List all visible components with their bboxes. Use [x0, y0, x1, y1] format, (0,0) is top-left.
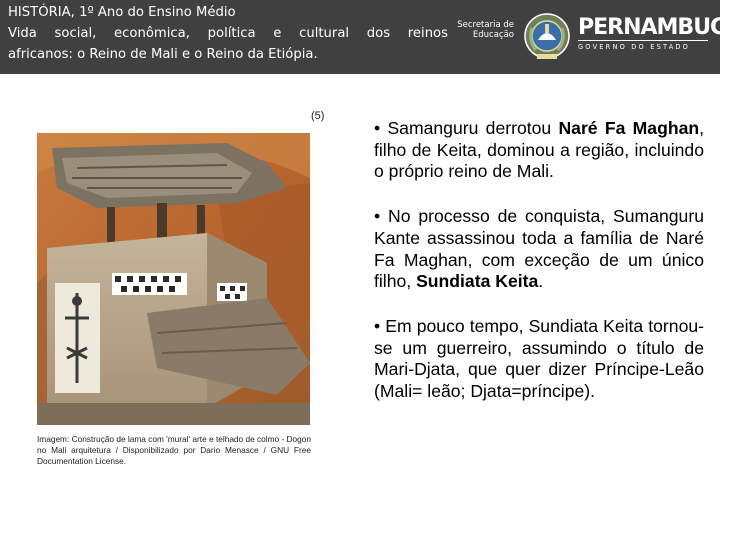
title-line-2: Vida social, econômica, política e cultural dos reinos: [8, 26, 448, 41]
mud-granary-photo: [37, 133, 310, 425]
brand-divider: [578, 40, 708, 41]
header-bar: [0, 0, 743, 74]
lesson-title: [8, 2, 448, 65]
title-line-3: africanos: o Reino de Mali e o Reino da Etiópia.: [8, 47, 318, 62]
brand-name: PERNAMBUCO: [578, 15, 743, 40]
title-line-1: HISTÓRIA, 1º Ano do Ensino Médio: [8, 5, 236, 20]
bullet-list: [374, 118, 704, 426]
figure-reference: (5): [311, 110, 325, 122]
bullet-marker: •: [374, 206, 381, 227]
brand-subtitle: GOVERNO DO ESTADO: [578, 43, 691, 51]
bullet-text: No processo de conquista, Sumanguru Kante assassinou toda a família de Naré Fa Maghan, com exceção de um único filho,: [374, 206, 704, 292]
bullet-item: [374, 118, 704, 183]
bullet-text: Em pouco tempo, Sundiata Keita tornou-se um guerreiro, assumindo o título de Mari-Djata, que quer dizer Príncipe-Leão (Mali= leão; Djata=príncipe).: [374, 315, 705, 402]
bullet-item: [374, 316, 704, 403]
bullet-text: .: [538, 271, 544, 292]
bullet-text: , filho de Keita, dominou a região, incluindo o próprio reino de Mali.: [374, 118, 704, 182]
bullet-item: [374, 206, 704, 293]
secretaria-label: Secretaria de Educação: [457, 20, 514, 40]
bullet-marker: •: [374, 315, 381, 336]
bullet-marker: •: [374, 118, 381, 138]
bullet-emphasis: Naré Fa Maghan: [558, 118, 700, 138]
state-crest-icon: [522, 10, 572, 62]
bullet-text: Samanguru derrotou: [387, 118, 559, 138]
bullet-emphasis: Sundiata Keita: [416, 271, 539, 292]
image-caption: Imagem: Construção de lama com 'mural' arte e telhado de colmo - Dogon no Mali arquitetura / Disponibilizado por Dario Menasce / GNU Free Documentation License.: [37, 434, 311, 466]
